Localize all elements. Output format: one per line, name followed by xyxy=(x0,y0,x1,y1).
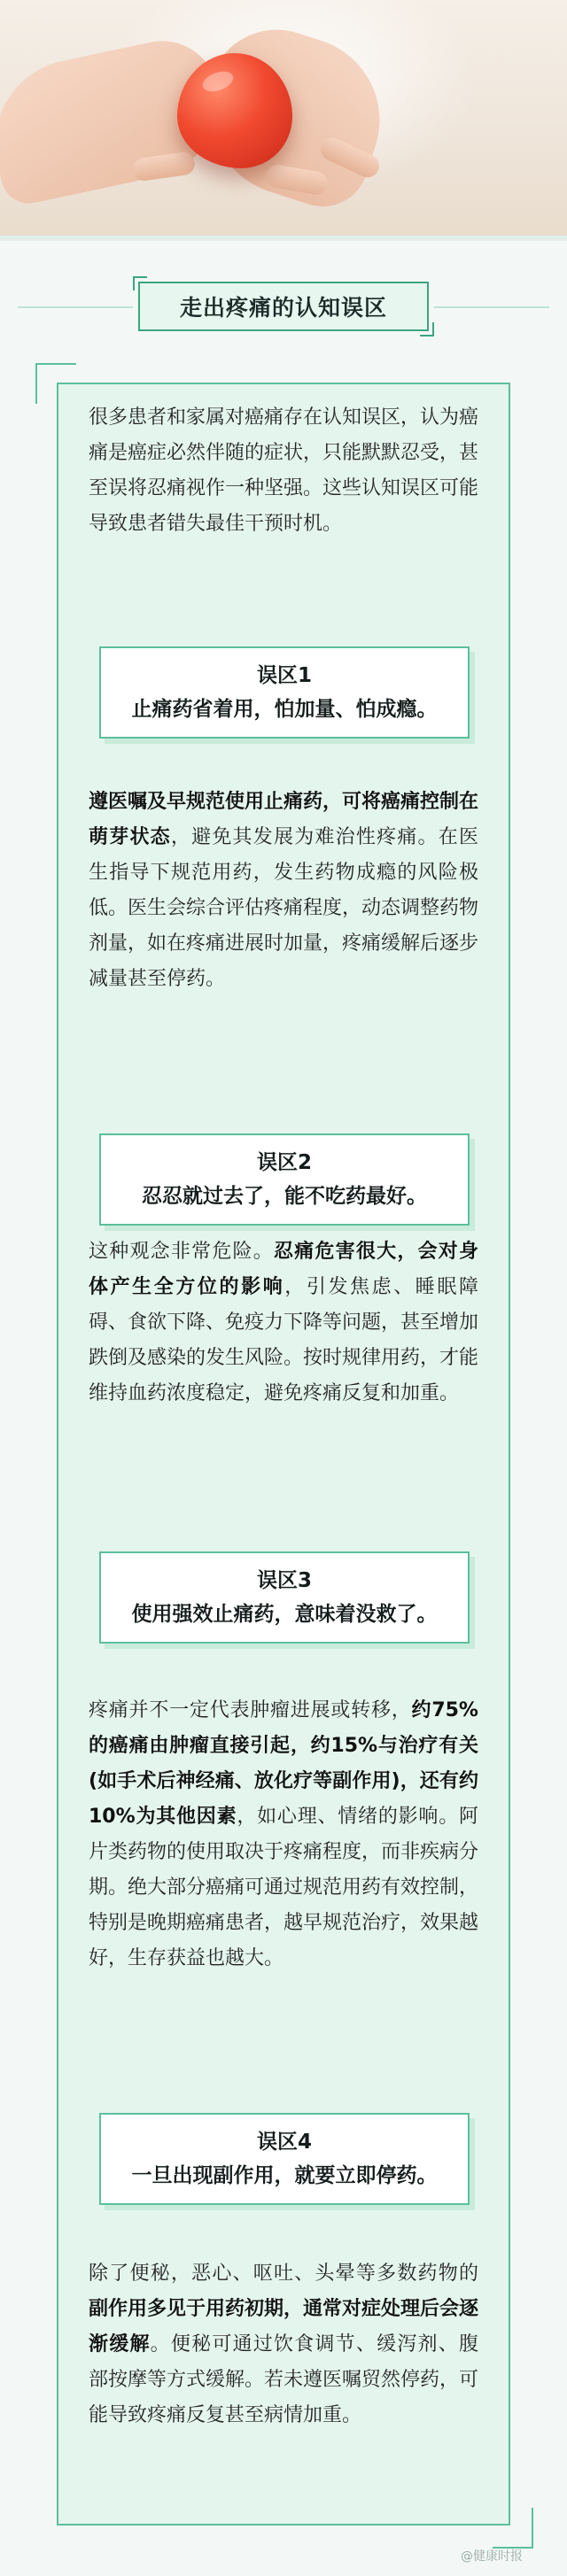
intro-paragraph: 很多患者和家属对癌痛存在认知误区，认为癌痛是癌症必然伴随的症状，只能默默忍受，甚至误将忍痛视作一种坚强。这些认知误区可能导致患者错失最佳干预时机。 xyxy=(89,406,479,535)
heart-icon xyxy=(177,53,292,168)
myth-statement: 止痛药省着用，怕加量、怕成瘾。 xyxy=(131,698,438,721)
key-point: 约75%的癌痛由肿瘤直接引起，约15%与治疗有关(如手术后神经痛、放化疗等副作用)，还有约10%为其他因素 xyxy=(89,1699,478,1828)
myth-explanation-4 xyxy=(89,2256,478,2433)
hero-image xyxy=(0,0,567,241)
key-point: 遵医嘱及早规范使用止痛药，可将癌痛控制在萌芽状态 xyxy=(89,791,479,848)
title-rule-left xyxy=(18,306,133,308)
myth-box-2 xyxy=(99,1133,470,1226)
myth-explanation-2 xyxy=(89,1234,478,1412)
explanation-text: ，引发焦虑、睡眠障碍、食欲下降、免疫力下降等问题，甚至增加跌倒及感染的发生风险。按时规律用药，才能维持血药浓度稳定，避免疼痛反复和加重。 xyxy=(89,1276,479,1404)
myth-explanation-3 xyxy=(89,1693,478,1976)
title-corner-right xyxy=(420,322,434,337)
myth-statement: 一旦出现副作用，就要立即停药。 xyxy=(131,2164,438,2187)
explanation-lead: 这种观念非常危险。 xyxy=(89,1241,274,1263)
myth-label: 误区4 xyxy=(256,2131,312,2154)
page-title-text: 走出疼痛的认知误区 xyxy=(179,295,387,321)
watermark: @健康时报 xyxy=(461,2549,523,2564)
explanation-text: ，如心理、情绪的影响。阿片类药物的使用取决于疼痛程度，而非疾病分期。绝大部分癌痛可通过规范用药有效控制，特别是晚期癌痛患者，越早规范治疗，效果越好，生存获益也越大。 xyxy=(89,1806,479,1969)
myth-statement: 忍忍就过去了，能不吃药最好。 xyxy=(142,1185,427,1208)
title-rule-right xyxy=(434,306,549,308)
myth-label: 误区2 xyxy=(256,1151,312,1174)
card-corner-decoration-bottom xyxy=(493,2508,533,2549)
explanation-text: ，避免其发展为难治性疼痛。在医生指导下规范用药，发生药物成瘾的风险极低。医生会综合评估疼痛程度，动态调整药物剂量，如在疼痛进展时加量，疼痛缓解后逐步减量甚至停药。 xyxy=(89,826,479,990)
myth-box-3 xyxy=(99,1551,470,1644)
key-point: 副作用多见于用药初期，通常对症处理后会逐渐缓解 xyxy=(89,2298,479,2356)
page-title xyxy=(138,282,429,331)
myth-label: 误区3 xyxy=(256,1569,312,1592)
myth-statement: 使用强效止痛药，意味着没救了。 xyxy=(131,1603,438,1626)
title-corner-left xyxy=(133,276,147,290)
explanation-text: 。便秘可通过饮食调节、缓泻剂、腹部按摩等方式缓解。若未遵医嘱贸然停药，可能导致疼痛反复甚至病情加重。 xyxy=(89,2333,479,2426)
key-point: 忍痛危害很大，会对身体产生全方位的影响 xyxy=(89,1241,478,1298)
myth-box-4 xyxy=(99,2113,470,2205)
explanation-lead: 除了便秘，恶心、呕吐、头晕等多数药物的 xyxy=(89,2263,478,2285)
myth-explanation-1 xyxy=(89,785,478,997)
myth-box-1 xyxy=(99,646,470,739)
explanation-lead: 疼痛并不一定代表肿瘤进展或转移， xyxy=(89,1699,412,1721)
myth-label: 误区1 xyxy=(256,664,312,687)
hero-bottom-band xyxy=(0,236,567,241)
